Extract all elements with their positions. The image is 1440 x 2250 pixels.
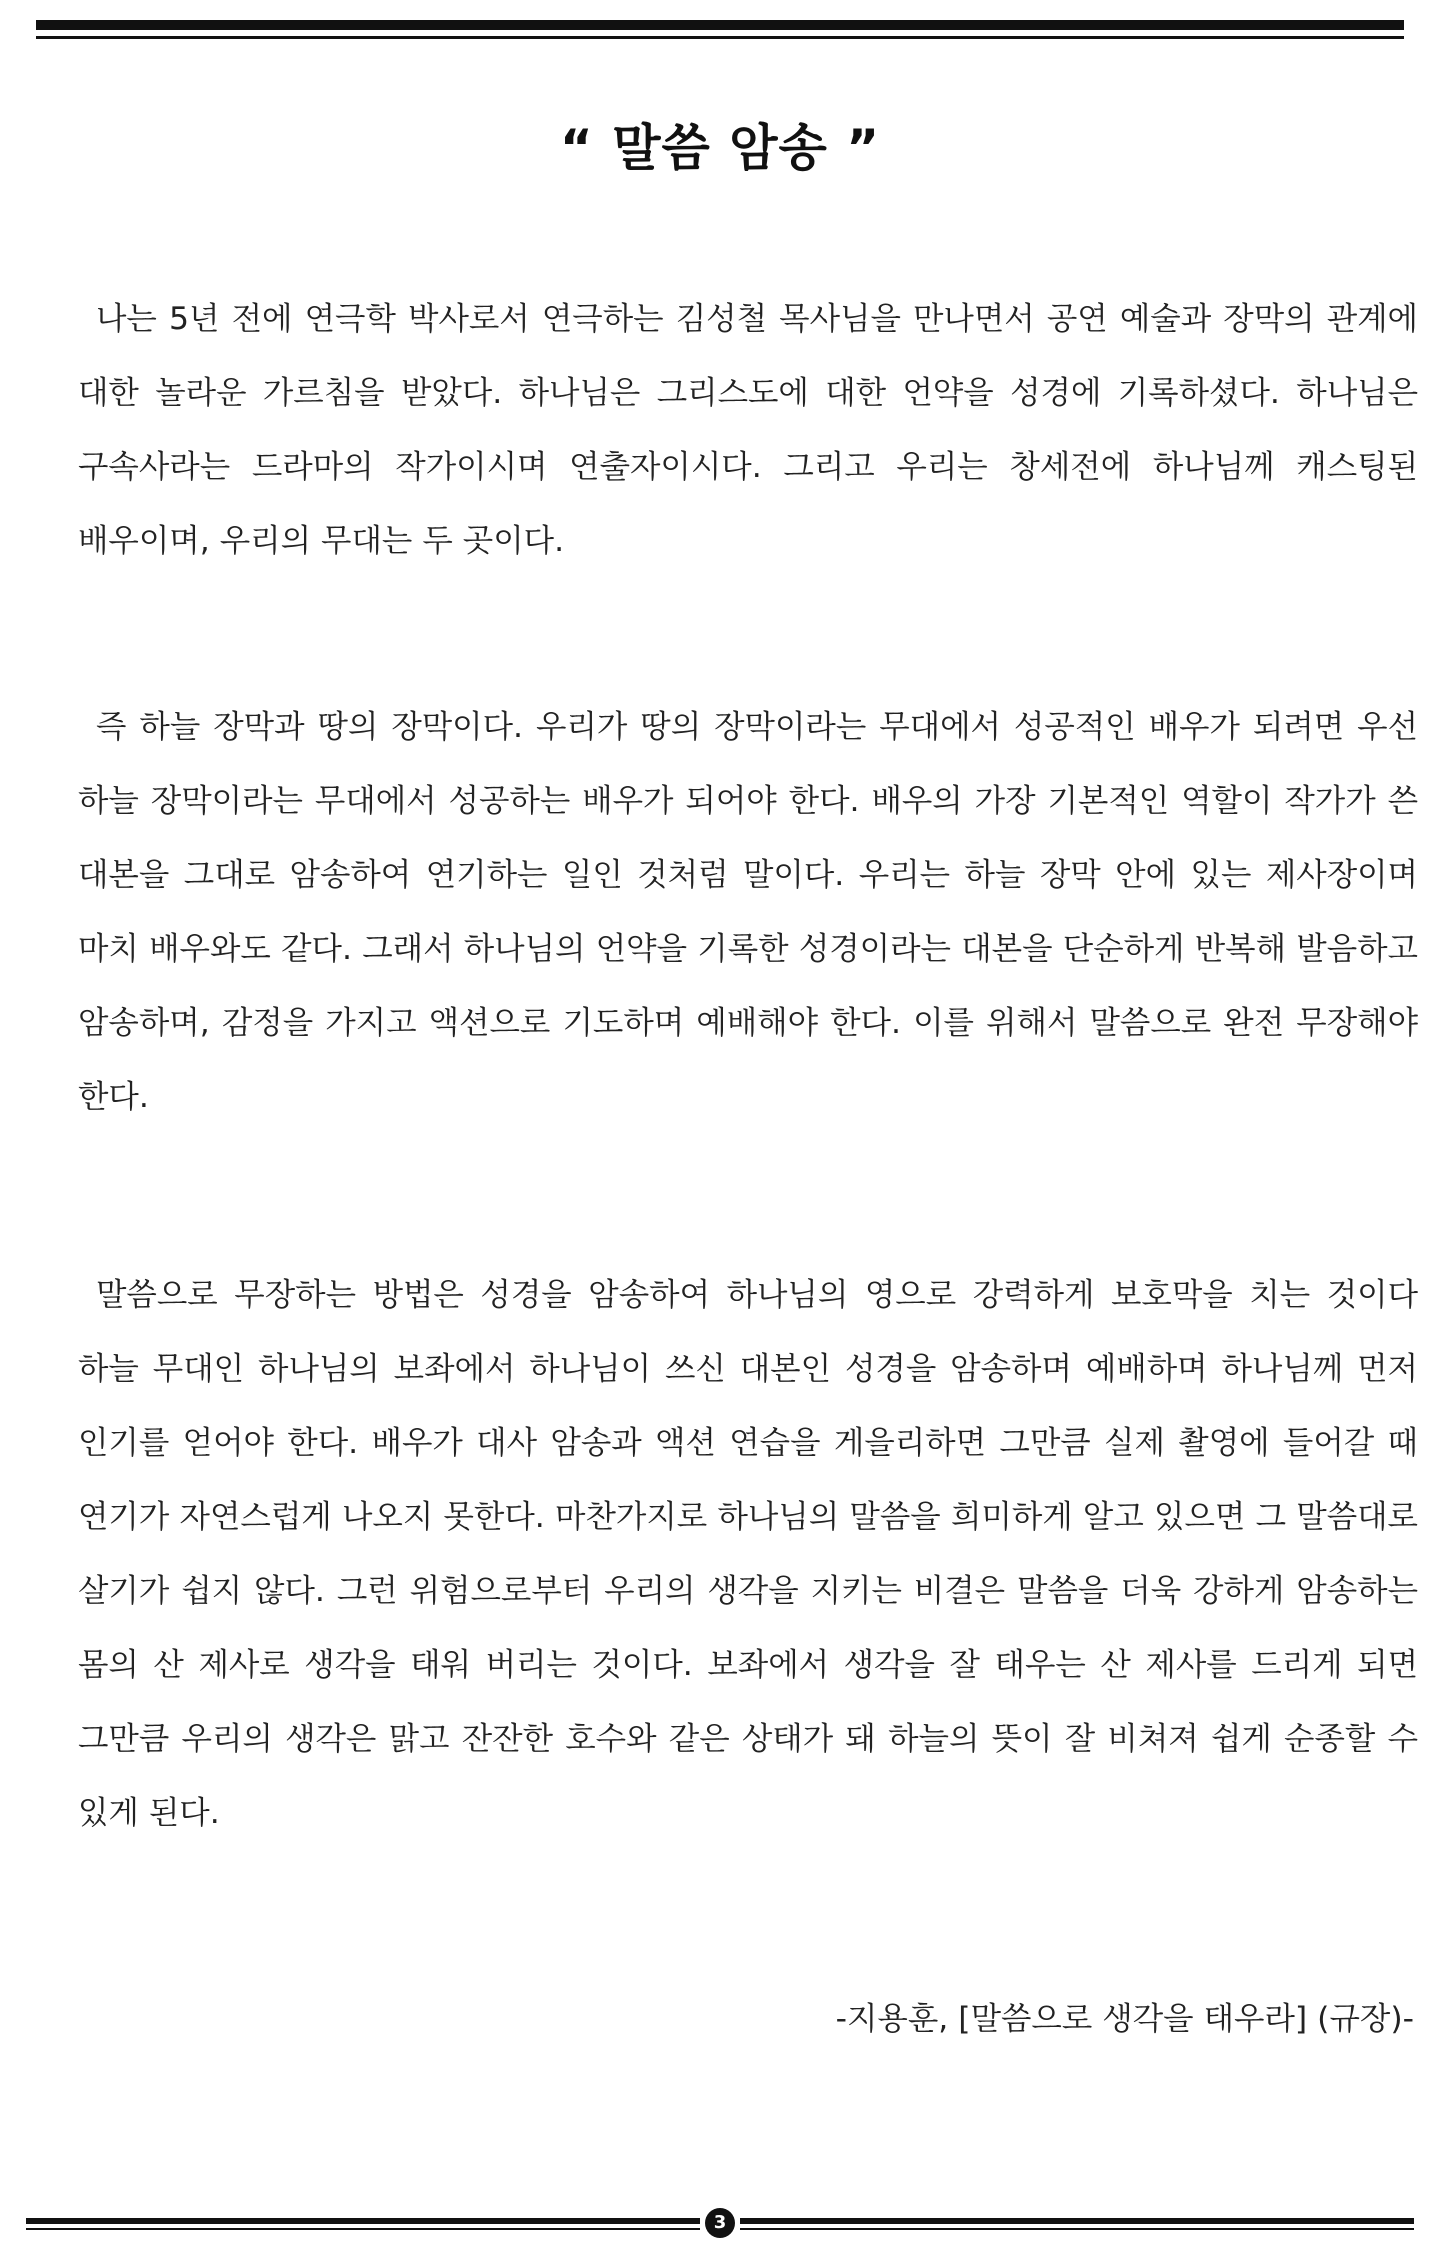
- citation: -지용훈, [말씀으로 생각을 태우라] (규장)-: [835, 2001, 1414, 2037]
- top-rule-thick: [36, 20, 1404, 30]
- footer-rule-left-thick: [26, 2218, 700, 2224]
- page-number-badge: 3: [705, 2208, 735, 2238]
- top-rule-thin: [36, 36, 1404, 39]
- paragraph-1: 나는 5년 전에 연극학 박사로서 연극하는 김성철 목사님을 만나면서 공연 예술과 장막의 관계에 대한 놀라운 가르침을 받았다. 하나님은 그리스도에 대한 언약을 성경에 기록하셨다. 하나님은 구속사라는 드라마의 작가이시며 연출자이시다. 그리고 우리는 창세전에 하나님께 캐스팅된 배우이며, 우리의 무대는 두 곳이다.: [78, 301, 1418, 559]
- paragraph-2: 즉 하늘 장막과 땅의 장막이다. 우리가 땅의 장막이라는 무대에서 성공적인 배우가 되려면 우선 하늘 장막이라는 무대에서 성공하는 배우가 되어야 한다. 배우의 가장 기본적인 역할이 작가가 쓴 대본을 그대로 암송하여 연기하는 일인 것처럼 말이다. 우리는 하늘 장막 안에 있는 제사장이며 마치 배우와도 같다. 그래서 하나님의 언약을 기록한 성경이라는 대본을 단순하게 반복해 발음하고 암송하며, 감정을 가지고 액션으로 기도하며 예배해야 한다. 이를 위해서 말씀으로 완전 무장해야 한다.: [78, 709, 1418, 1115]
- footer-rule-right-thick: [740, 2218, 1414, 2224]
- footer-rule-left-thin: [26, 2228, 700, 2230]
- paragraph-3: 말씀으로 무장하는 방법은 성경을 암송하여 하나님의 영으로 강력하게 보호막을 치는 것이다 하늘 무대인 하나님의 보좌에서 하나님이 쓰신 대본인 성경을 암송하며 예배하며 하나님께 먼저 인기를 얻어야 한다. 배우가 대사 암송과 액션 연습을 게을리하면 그만큼 실제 촬영에 들어갈 때 연기가 자연스럽게 나오지 못한다. 마찬가지로 하나님의 말씀을 희미하게 알고 있으면 그 말씀대로 살기가 쉽지 않다. 그런 위험으로부터 우리의 생각을 지키는 비결은 말씀을 더욱 강하게 암송하는 몸의 산 제사로 생각을 태워 버리는 것이다. 보좌에서 생각을 잘 태우는 산 제사를 드리게 되면 그만큼 우리의 생각은 맑고 잔잔한 호수와 같은 상태가 돼 하늘의 뜻이 잘 비쳐져 쉽게 순종할 수 있게 된다.: [78, 1277, 1418, 1831]
- footer-rule-right-thin: [740, 2228, 1414, 2230]
- page-title: “ 말씀 암송 ”: [559, 119, 881, 177]
- page-footer: [26, 2208, 1414, 2240]
